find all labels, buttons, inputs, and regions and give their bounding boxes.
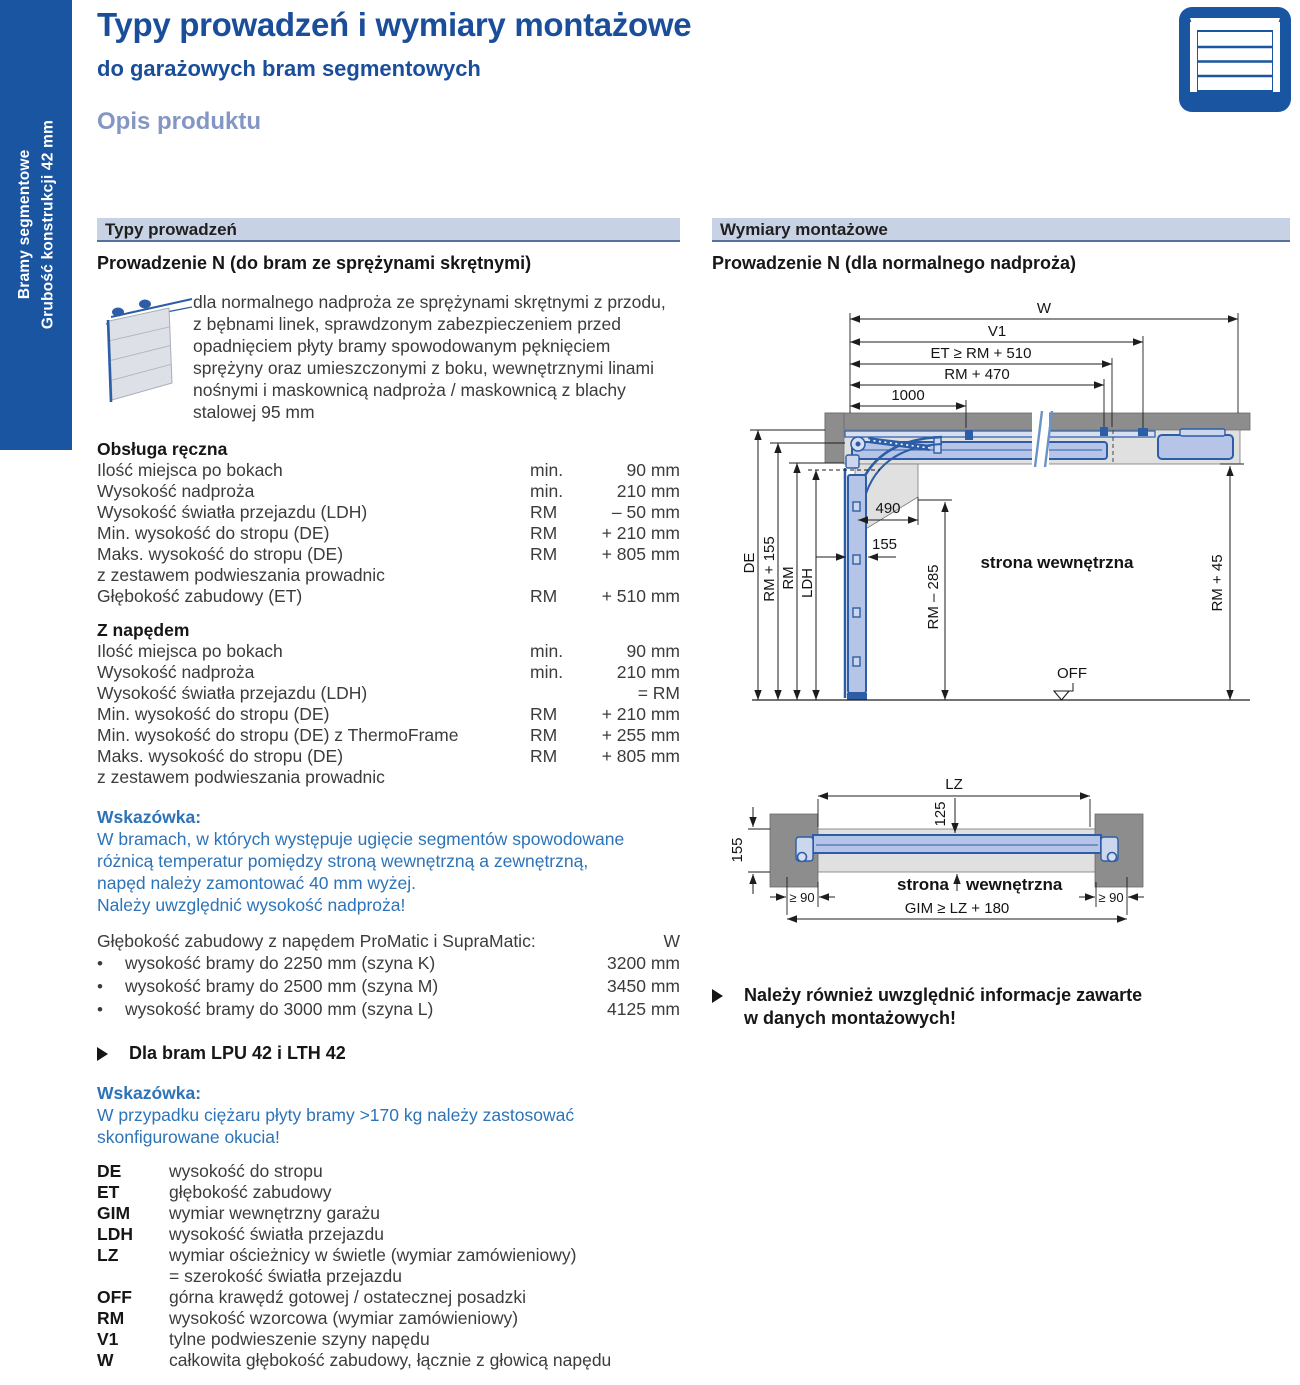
section-header-mounting-dimensions: Wymiary montażowe <box>712 218 1290 242</box>
powered-table-title: Z napędem <box>97 620 190 640</box>
plan-view-drawing <box>712 757 1290 932</box>
dim-label-490: 490 <box>875 500 901 517</box>
hint-block-2 <box>97 1082 680 1148</box>
row-value: + 805 mm <box>601 746 680 766</box>
legend-abbr: GIM <box>97 1203 131 1223</box>
row-value: + 210 mm <box>601 704 680 724</box>
row-label: z zestawem podwieszania prowadnic <box>97 767 385 787</box>
row-op <box>530 683 588 704</box>
page-title: Typy prowadzeń i wymiary montażowe <box>97 6 692 43</box>
legend-abbr: DE <box>97 1161 122 1181</box>
row-op: min. <box>530 460 564 480</box>
floor-level-marker <box>1054 691 1069 700</box>
drive-depth-label: Głębokość zabudowy z napędem ProMatic i SupraMatic: <box>97 931 536 951</box>
hint-line: napęd należy zamontować 40 mm wyżej. <box>97 873 417 893</box>
desc-line: opadnięciem płyty bramy spowodowanym pęknięciem <box>193 336 611 356</box>
dim-label-rm155: RM + 155 <box>761 536 778 602</box>
item-value: 4125 mm <box>607 999 680 1019</box>
legend-row <box>97 1266 680 1287</box>
door-illustration <box>97 291 193 423</box>
item-label: wysokość bramy do 3000 mm (szyna L) <box>125 999 434 1019</box>
sectional-door-perspective-icon <box>97 291 193 411</box>
track-bracket <box>846 455 859 468</box>
legend-desc: wymiar ościeżnicy w świetle (wymiar zamówieniowy) <box>169 1245 577 1265</box>
left-column <box>97 218 680 1371</box>
legend-abbr: ET <box>97 1182 120 1202</box>
hint-line: skonfigurowane okucia! <box>97 1127 280 1147</box>
list-item <box>97 998 680 1021</box>
table-row <box>97 746 680 767</box>
legend-row <box>97 1308 680 1329</box>
note-text <box>744 984 1142 1030</box>
row-value: + 805 mm <box>601 544 680 564</box>
legend-desc: tylne podwieszenie szyny napędu <box>169 1329 430 1349</box>
table-row <box>97 544 680 565</box>
desc-line: dla normalnego nadproża ze sprężynami skrętnymi z przodu, <box>193 292 666 312</box>
row-op: RM <box>530 544 558 564</box>
lintel-section <box>825 413 844 463</box>
dim-label-rm285: RM – 285 <box>925 564 942 630</box>
drive-depth-block <box>97 930 680 1021</box>
table-row <box>97 502 680 523</box>
legend-desc: wymiar wewnętrzny garażu <box>169 1203 381 1223</box>
hint-line: W bramach, w których występuje ugięcie segmentów spowodowane <box>97 829 625 849</box>
table-row <box>97 662 680 683</box>
row-label: Min. wysokość do stropu (DE) z ThermoFrame <box>97 725 459 745</box>
hint-line: Należy uwzględnić wysokość nadproża! <box>97 895 406 915</box>
page-subtitle: do garażowych bram segmentowych <box>97 56 481 81</box>
row-label: Wysokość nadproża <box>97 662 255 682</box>
page-section-title: Opis produktu <box>97 108 261 135</box>
powered-table <box>97 641 680 788</box>
category-line2: Grubość konstrukcji 42 mm <box>39 120 56 330</box>
row-label: Ilość miejsca po bokach <box>97 460 283 480</box>
row-value: + 510 mm <box>601 586 680 606</box>
section-header-track-types: Typy prowadzeń <box>97 218 680 242</box>
ceiling-track <box>845 431 1155 437</box>
drive-depth-unit: W <box>663 931 680 951</box>
abbreviation-legend <box>97 1161 680 1371</box>
dim-label-rm: RM <box>780 566 797 590</box>
row-label: Wysokość światła przejazdu (LDH) <box>97 502 368 522</box>
dim-label-ge90-right: ≥ 90 <box>1098 890 1124 905</box>
row-op: min. <box>530 481 564 501</box>
legend-row <box>97 1287 680 1308</box>
dim-label-lz: LZ <box>945 776 963 793</box>
row-op <box>530 767 588 788</box>
legend-abbr: LDH <box>97 1224 133 1244</box>
pointer-icon <box>712 989 734 1003</box>
category-tab-label <box>13 120 60 329</box>
mounting-n-heading: Prowadzenie N (dla normalnego nadproża) <box>712 253 1077 273</box>
legend-abbr: RM <box>97 1308 125 1328</box>
sectional-door-icon <box>1178 6 1292 114</box>
legend-desc: górna krawędź gotowej / ostatecznej posadzki <box>169 1287 527 1307</box>
table-row <box>97 481 680 502</box>
item-value: 3200 mm <box>607 953 680 973</box>
table-row <box>97 565 680 586</box>
table-row <box>97 704 680 725</box>
table-row <box>97 586 680 607</box>
legend-abbr: OFF <box>97 1287 132 1307</box>
legend-desc: wysokość do stropu <box>169 1161 323 1181</box>
list-item <box>97 952 680 975</box>
bullet-icon <box>97 998 125 1021</box>
category-tab <box>0 0 72 450</box>
legend-row <box>97 1245 680 1266</box>
door-bottom-seal <box>847 693 867 700</box>
hint-title: Wskazówka: <box>97 807 202 827</box>
off-label: OFF <box>1057 665 1087 682</box>
row-label: Wysokość nadproża <box>97 481 255 501</box>
row-label: z zestawem podwieszania prowadnic <box>97 565 385 585</box>
dim-label-155: 155 <box>872 536 898 553</box>
door-panel-plan <box>813 835 1101 853</box>
row-value: 210 mm <box>616 481 680 501</box>
item-label: wysokość bramy do 2500 mm (szyna M) <box>125 976 439 996</box>
row-value: 90 mm <box>626 460 680 480</box>
bullet-icon <box>97 952 125 975</box>
drive-depth-header <box>97 930 680 952</box>
legend-row <box>97 1329 680 1350</box>
dim-label-et: ET ≥ RM + 510 <box>930 345 1032 362</box>
dim-label-rm45: RM + 45 <box>1209 554 1226 612</box>
table-row <box>97 767 680 788</box>
item-label: wysokość bramy do 2250 mm (szyna K) <box>125 953 436 973</box>
table-row <box>97 725 680 746</box>
pointer-icon <box>97 1047 119 1061</box>
track-n-description <box>97 291 680 423</box>
inner-side-label-right: wewnętrzna <box>966 875 1063 894</box>
row-op: RM <box>530 586 558 606</box>
dim-label-v1: V1 <box>987 323 1007 340</box>
row-op: RM <box>530 746 558 766</box>
track-n-heading: Prowadzenie N (do bram ze sprężynami skrętnymi) <box>97 253 532 273</box>
row-op: RM <box>530 502 558 522</box>
row-op: RM <box>530 704 558 724</box>
dim-label-155-plan: 155 <box>729 837 746 863</box>
dim-label-1000: 1000 <box>891 387 925 404</box>
manual-table <box>97 460 680 607</box>
dim-label-gim: GIM ≥ LZ + 180 <box>904 900 1010 917</box>
dim-label-rm470: RM + 470 <box>944 366 1010 383</box>
mounting-data-note <box>712 984 1290 1030</box>
side-view-drawing <box>712 297 1290 722</box>
legend-row <box>97 1182 680 1203</box>
legend-desc: wysokość światła przejazdu <box>169 1224 384 1244</box>
legend-abbr: LZ <box>97 1245 119 1265</box>
right-column <box>712 218 1290 1030</box>
dim-label-125: 125 <box>932 801 949 827</box>
legend-abbr <box>97 1266 169 1287</box>
item-value: 3450 mm <box>607 976 680 996</box>
row-value <box>588 565 680 586</box>
page-header <box>97 6 1097 136</box>
row-value: + 210 mm <box>601 523 680 543</box>
legend-row <box>97 1350 680 1371</box>
table-row <box>97 641 680 662</box>
for-doors-label: Dla bram LPU 42 i LTH 42 <box>129 1043 346 1063</box>
drive-head <box>1158 435 1233 459</box>
row-label: Wysokość światła przejazdu (LDH) <box>97 683 368 703</box>
for-doors-heading <box>97 1043 680 1064</box>
row-op <box>530 565 588 586</box>
row-value: 90 mm <box>626 641 680 661</box>
row-label: Min. wysokość do stropu (DE) <box>97 704 330 724</box>
row-op: RM <box>530 523 558 543</box>
legend-desc: głębokość zabudowy <box>169 1182 332 1202</box>
hint-line: różnicą temperatur pomiędzy stroną wewnętrzną a zewnętrzną, <box>97 851 589 871</box>
legend-abbr: V1 <box>97 1329 119 1349</box>
table-row <box>97 683 680 704</box>
row-value: = RM <box>637 683 680 703</box>
legend-row <box>97 1161 680 1182</box>
legend-desc: wysokość wzorcowa (wymiar zamówieniowy) <box>169 1308 519 1328</box>
row-label: Maks. wysokość do stropu (DE) <box>97 746 344 766</box>
legend-row <box>97 1224 680 1245</box>
row-value: 210 mm <box>616 662 680 682</box>
row-op: min. <box>530 641 564 661</box>
desc-line: stalowej 95 mm <box>193 402 315 422</box>
dim-label-ldh: LDH <box>799 567 816 599</box>
list-item <box>97 975 680 998</box>
row-op: RM <box>530 725 558 745</box>
legend-desc: całkowita głębokość zabudowy, łącznie z głowicą napędu <box>169 1350 612 1370</box>
hint-line: W przypadku ciężaru płyty bramy >170 kg należy zastosować <box>97 1105 575 1125</box>
bullet-icon <box>97 975 125 998</box>
dim-label-ge90-left: ≥ 90 <box>789 890 815 905</box>
table-row <box>97 460 680 481</box>
note-line: w danych montażowych! <box>744 1008 957 1028</box>
row-op: min. <box>530 662 564 682</box>
legend-row <box>97 1203 680 1224</box>
desc-line: nośnymi i maskownicą nadproża / maskownicą z blachy <box>193 380 626 400</box>
row-value: – 50 mm <box>611 502 680 522</box>
legend-desc: = szerokość światła przejazdu <box>169 1266 402 1286</box>
desc-line: z bębnami linek, sprawdzonym zabezpieczeniem przed <box>193 314 621 334</box>
row-label: Min. wysokość do stropu (DE) <box>97 523 330 543</box>
inner-side-label: strona wewnętrzna <box>980 553 1134 572</box>
manual-table-title: Obsługa ręczna <box>97 439 228 459</box>
legend-abbr: W <box>97 1350 114 1370</box>
track-n-description-text <box>193 291 666 423</box>
category-line1: Bramy segmentowe <box>15 150 33 300</box>
row-value <box>588 767 680 788</box>
desc-line: sprężyny oraz umieszczonymi z boku, wewnętrznymi linami <box>193 358 654 378</box>
dim-label-de: DE <box>741 552 758 574</box>
inner-side-label-left: strona <box>897 875 949 894</box>
note-line: Należy również uwzględnić informacje zawarte <box>744 985 1143 1005</box>
hint-title: Wskazówka: <box>97 1083 202 1103</box>
table-row <box>97 523 680 544</box>
dim-label-w: W <box>1036 300 1052 317</box>
row-label: Maks. wysokość do stropu (DE) <box>97 544 344 564</box>
hint-block-1 <box>97 806 680 916</box>
row-value: + 255 mm <box>601 725 680 745</box>
row-label: Ilość miejsca po bokach <box>97 641 283 661</box>
row-label: Głębokość zabudowy (ET) <box>97 586 303 606</box>
